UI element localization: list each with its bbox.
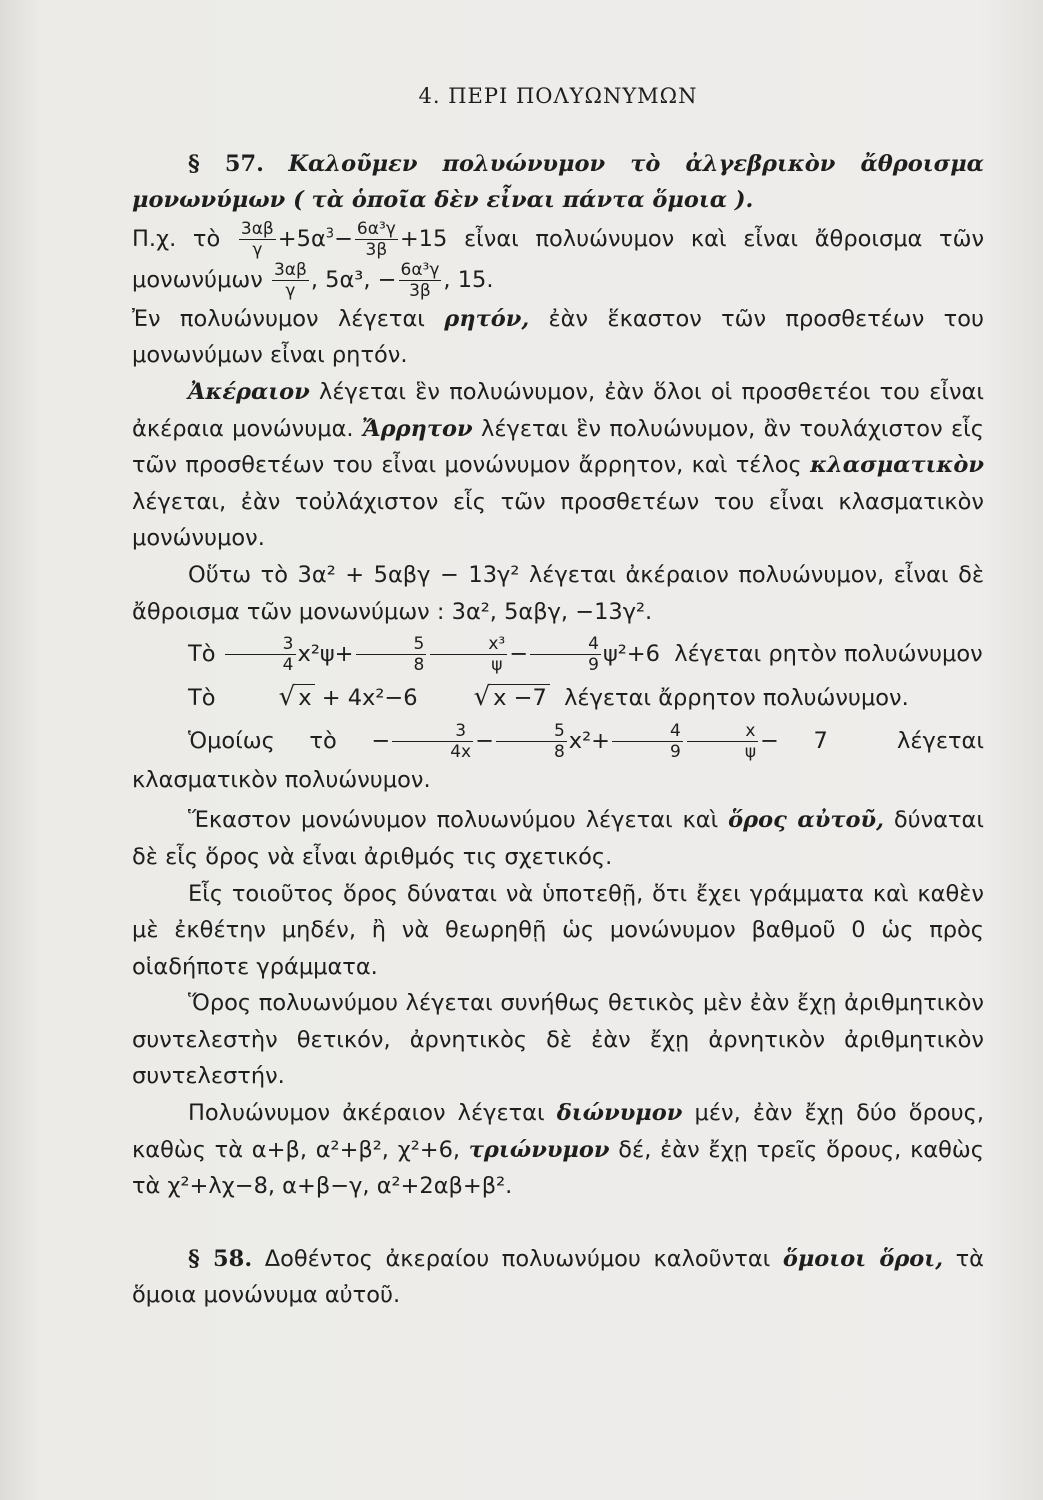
term: +5α	[277, 225, 326, 252]
s57-label: § 57.	[188, 150, 264, 177]
square-root: √ x −7	[418, 679, 550, 717]
s57-definition-text: Καλοῦμεν πολυώνυμον τὸ ἀλγεβρικὸν ἄθροισμα μονωνύμων ( τὰ ὁποῖα δὲν εἶναι πάντα ὅμοια ).	[132, 150, 984, 214]
term-binomial: διώνυμον	[556, 1100, 683, 1127]
s57-rational: Ἐν πολυώνυμον λέγεται ρητόν, ἐὰν ἕκαστον τῶν προσθετέων του μονωνύμων εἶναι ρητόν.	[132, 305, 984, 369]
term-fractional: κλασματικὸν	[810, 452, 984, 479]
term: 15.	[457, 266, 494, 293]
s57-example-4: Τὸ √ x + 4x²−6 √ x −7 λέγεται ἄρρητον πολυώνυμον.	[132, 679, 984, 717]
term-similar: ὅμοιοι ὅροι,	[782, 1245, 944, 1272]
fraction: $\frac{\text{6α³γ}}{3\beta}$	[356, 218, 396, 260]
s57-example-1: Π.χ. τὸ $\frac{3\alpha\beta}{\gamma}$ $+5\alpha^3-$ $\frac{\text{6α³γ}}{3\beta}$ +15 εἶναι πολυώνυμον καὶ εἶναι ἄθροισμα τῶν μονωνύμων $\frac{3\alpha\beta}{\gamma}$ , 5α³, − $\frac{\text{6α³γ}}{3\beta}$ , 15.	[132, 218, 985, 301]
term: 5α³,	[325, 266, 371, 293]
fraction: $\frac{4}{9}$	[612, 721, 683, 762]
example-intro: Π.χ. τὸ	[132, 225, 221, 252]
formula: 3α², 5αβγ, −13γ².	[451, 598, 653, 625]
fraction: $\frac{4}{9}$	[530, 634, 601, 675]
term-integer: Ἀκέραιον	[188, 378, 310, 405]
fraction: $\frac{3\alpha\beta}{\gamma}$	[240, 218, 274, 260]
fraction: $\frac{5}{8}$	[496, 721, 567, 762]
s57-example-5: Ὁμοίως τὸ − $\frac{3}{4x}$ − $\frac{5}{8}$ x²+ $\frac{4}{9}$ $\frac{x}{\psi}$ − 7 λέγεται κλασματικὸν πολυώνυμον.	[132, 720, 984, 793]
term-irrational: Ἄρρητον	[361, 415, 473, 442]
s57-definition	[132, 146, 984, 219]
fraction: $\frac{5}{8}$	[356, 634, 427, 675]
s57-example-2: Οὕτω τὸ 3α² + 5αβγ − 13γ² λέγεται ἀκέραιον πολυώνυμον, εἶναι δὲ ἄθροισμα τῶν μονωνύμων : 3α², 5αβγ, −13γ².	[132, 561, 985, 625]
s57-binomial: Πολυώνυμον ἀκέραιον λέγεται διώνυμον μέν, ἐὰν ἔχῃ δύο ὅρους, καθὼς τὰ α+β, α²+β², χ²+6, τριώνυμον δέ, ἐὰν ἔχῃ τρεῖς ὅρους, καθὼς τὰ χ²+λχ−8, α+β−γ, α²+2αβ+β².	[132, 1100, 984, 1200]
example-tail: εἶναι πολυώνυμον καὶ εἶναι ἄθροισμα τῶν μονωνύμων	[132, 225, 985, 293]
fraction: $\frac{3}{4x}$	[392, 721, 473, 762]
s57-constant-term: Εἷς τοιοῦτος ὅρος δύναται νὰ ὑποτεθῇ, ὅτι ἔχει γράμματα καὶ καθὲν μὲ ἐκθέτην μηδέν, ἢ νὰ θεωρηθῇ ὡς μονώνυμον βαθμοῦ 0 ὡς πρὸς οἱαδήποτε γράμματα.	[132, 880, 984, 980]
s58-definition: § 58. Δοθέντος ἀκεραίου πολυωνύμου καλοῦνται ὅμοιοι ὅροι, τὰ ὅμοια μονώνυμα αὐτοῦ.	[132, 1245, 984, 1309]
square-root: √ x	[223, 679, 315, 717]
s58-label: § 58.	[188, 1245, 253, 1272]
fraction: $\frac{x}{\psi}$	[687, 721, 758, 762]
term-rational: ρητόν,	[444, 305, 530, 332]
fraction: $\frac{\text{x³}}{\psi}$	[430, 634, 507, 675]
s57-sign: Ὅρος πολυωνύμου λέγεται συνήθως θετικὸς μὲν ἐὰν ἔχῃ ἀριθμητικὸν συντελεστὴν θετικόν, ἀρνητικὸς δὲ ἐὰν ἔχῃ ἀρνητικὸν ἀριθμητικὸν συντελεστήν.	[132, 990, 984, 1090]
formula: 3α² + 5αβγ − 13γ²	[297, 561, 520, 588]
term-oros: ὅρος αὐτοῦ,	[728, 807, 884, 834]
fraction: $\frac{3}{4}$	[225, 634, 296, 675]
s57-term: Ἕκαστον μονώνυμον πολυωνύμου λέγεται καὶ ὅρος αὐτοῦ, δύναται δὲ εἷς ὅρος νὰ εἶναι ἀριθμός τις σχετικός.	[132, 807, 985, 870]
term-trinomial: τριώνυμον	[468, 1136, 610, 1163]
s57-example-3: Τὸ $\frac{3}{4}$ x²ψ+ $\frac{5}{8}$ $\frac{\text{x³}}{\psi}$ − $\frac{4}{9}$ ψ²+6 λέγεται ρητὸν πολυώνυμον	[188, 634, 983, 676]
term: +15	[399, 225, 448, 252]
fraction: $\frac{\text{6α³γ}}{3\beta}$	[400, 259, 440, 301]
chapter-title: 4. ΠΕΡΙ ΠΟΛΥΩΝΥΜΩΝ	[418, 84, 698, 108]
section-gap	[132, 1205, 984, 1241]
s57-integer: Ἀκέραιον λέγεται ἓν πολυώνυμον, ἐὰν ὅλοι οἱ προσθετέοι του εἶναι ἀκέραια μονώνυμα. Ἄρρητον λέγεται ἓν πολυώνυμον, ἂν τουλάχιστον εἷς τῶν προσθετέων του εἶναι μονώνυμον ἄρρητον, καὶ τέλος κλασματικὸν λέγεται, ἐὰν τοὐλάχιστον εἷς τῶν προσθετέων του εἶναι κλασματικὸν μονώνυμον.	[132, 378, 984, 552]
fraction: $\frac{3\alpha\beta}{\gamma}$	[273, 259, 307, 301]
page-content	[132, 78, 984, 1314]
